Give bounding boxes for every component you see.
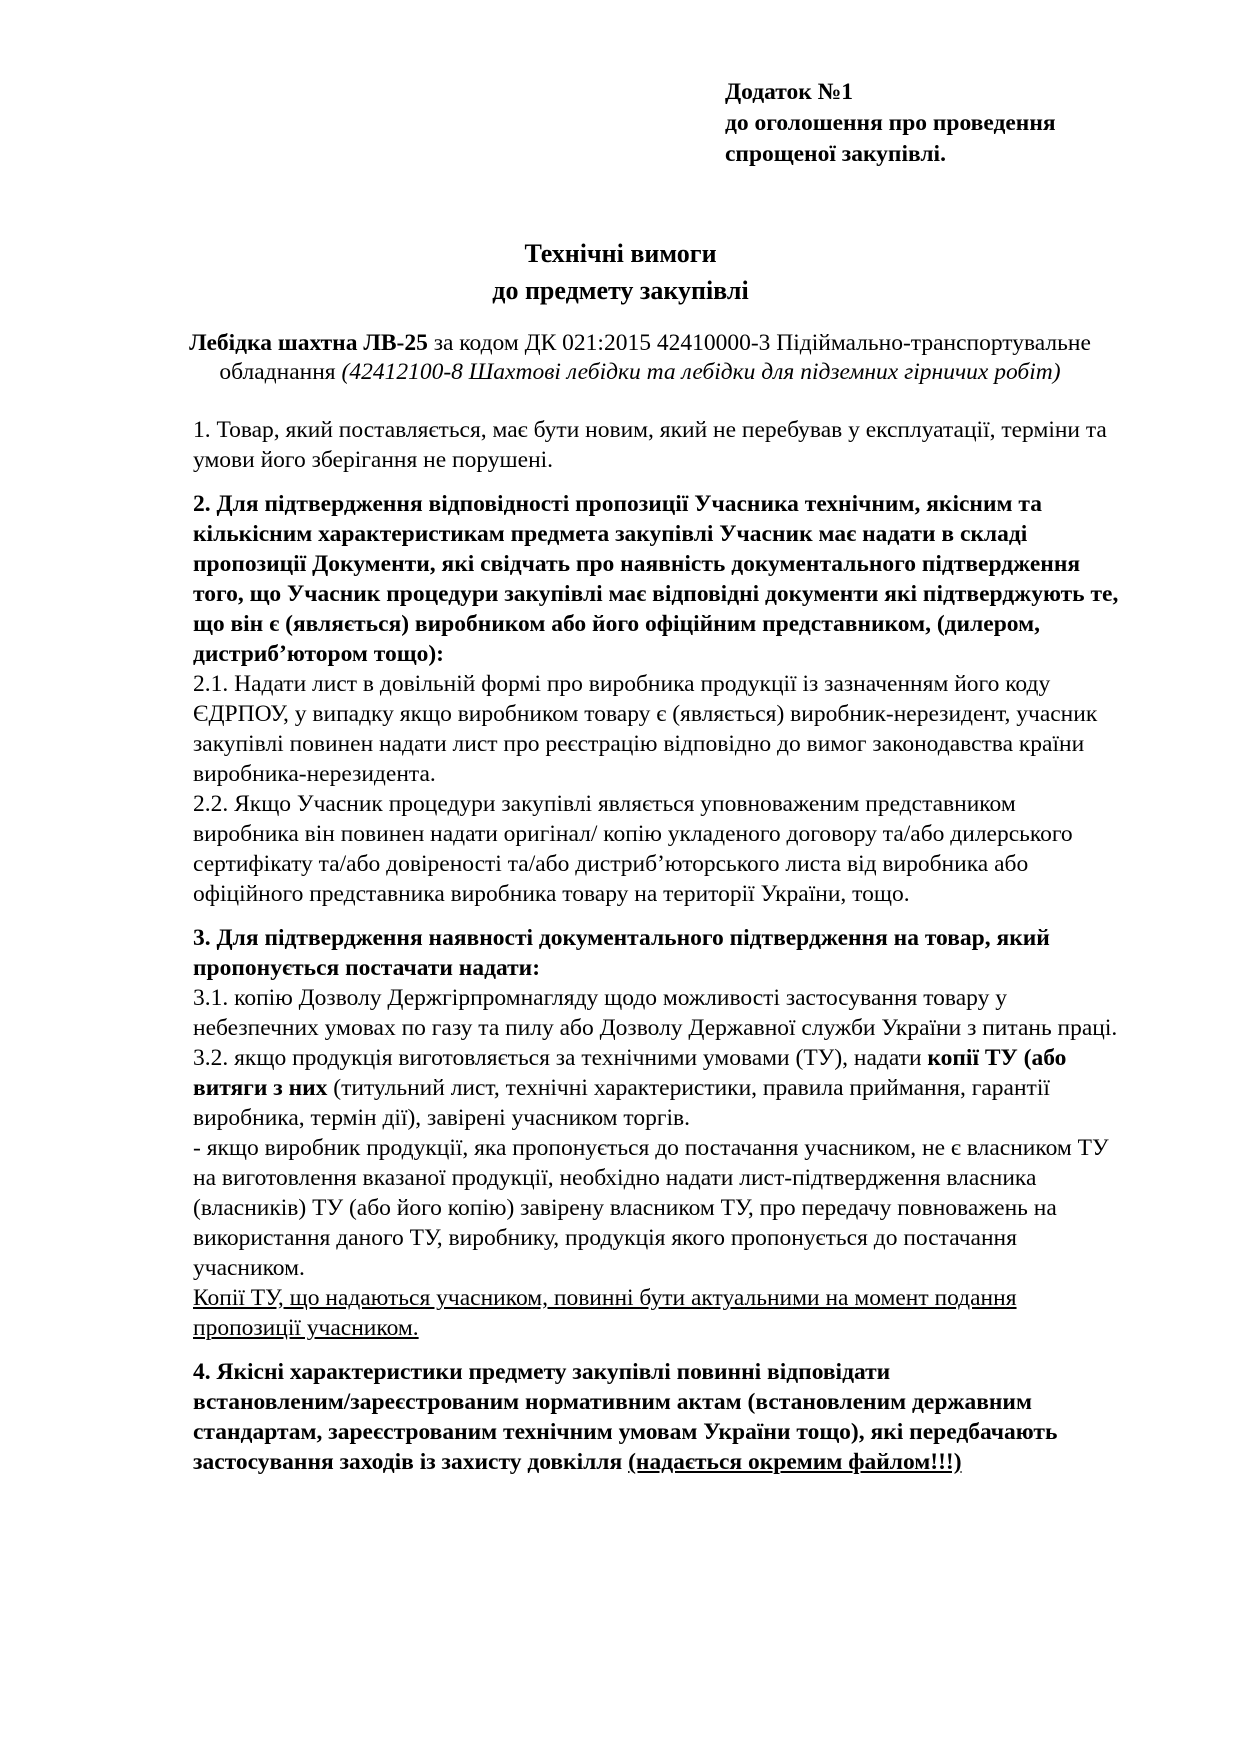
text-line: 2.2. Якщо Учасник процедури закупівлі являється уповноваженим представником	[193, 791, 1016, 817]
text-line: використання даного ТУ, виробнику, продукція якого пропонується до постачання	[193, 1225, 1017, 1251]
subject-code: за кодом ДК 021:2015 42410000-3 Підіймально-транспортувальне	[427, 330, 1091, 356]
text-line: 1. Товар, який поставляється, має бути новим, який не перебував у експлуатації, терміни та	[193, 417, 1107, 443]
text-run-bold: копії ТУ (або	[927, 1045, 1067, 1071]
text-line	[193, 1043, 1188, 1073]
underlined-note-line: пропозиції учасником.	[193, 1315, 419, 1341]
text-line: небезпечних умовах по газу та пилу або Дозволу Державної служби України з питань праці.	[193, 1015, 1118, 1041]
text-line: 2.1. Надати лист в довільній формі про виробника продукції із зазначенням його коду	[193, 671, 1051, 697]
text-line: 3. Для підтвердження наявності документального підтвердження на товар, який	[193, 925, 1050, 951]
underlined-note-line: Копії ТУ, що надаються учасником, повинні бути актуальними на момент подання	[193, 1285, 1017, 1311]
paragraph-3-2	[193, 1043, 1188, 1133]
paragraph-1	[193, 415, 1188, 475]
text-line: дистриб’ютором тощо):	[193, 641, 444, 667]
text-line: ЄДРПОУ, у випадку якщо виробником товару є (являється) виробник-нерезидент, учасник	[193, 701, 1098, 727]
annex-header	[725, 77, 1056, 170]
paragraph-3-heading	[193, 923, 1188, 983]
text-line: учасником.	[193, 1255, 305, 1281]
subject-line-1	[140, 329, 1140, 358]
text-line: виробника він повинен надати оригінал/ копію укладеного договору та/або дилерського	[193, 821, 1073, 847]
text-line: пропонується постачати надати:	[193, 955, 541, 981]
text-line: кількісним характеристикам предмета закупівлі Учасник має надати в складі	[193, 521, 1028, 547]
text-line: що він є (являється) виробником або його офіційним представником, (дилером,	[193, 611, 1040, 637]
paragraph-3-1	[193, 983, 1188, 1043]
text-line: виробника, термін дії), завірені учасником торгів.	[193, 1105, 691, 1131]
text-line: сертифікату та/або довіреності та/або дистриб’юторського листа від виробника або	[193, 851, 1029, 877]
title-line-2: до предмету закупівлі	[492, 276, 749, 305]
subject-category: обладнання	[219, 359, 342, 385]
paragraph-3-note	[193, 1283, 1188, 1343]
text-line: виробника-нерезидента.	[193, 761, 436, 787]
title-line-1: Технічні вимоги	[524, 239, 717, 268]
text-line: закупівлі повинен надати лист про реєстрацію відповідно до вимог законодавства країни	[193, 731, 1085, 757]
paragraph-3-dash	[193, 1133, 1188, 1283]
text-line: 2. Для підтвердження відповідності пропозиції Учасника технічним, якісним та	[193, 491, 1042, 517]
text-run: 3.2. якщо продукція виготовляється за технічними умовами (ТУ), надати	[193, 1045, 928, 1071]
text-run-bold: витяги з них	[193, 1075, 328, 1101]
text-line: пропозиції Документи, які свідчать про наявність документального підтвердження	[193, 551, 1081, 577]
text-line: (власників) ТУ (або його копію) завірену власником ТУ, про передачу повноважень на	[193, 1195, 1057, 1221]
subject-subcode: (42412100-8 Шахтові лебідки та лебідки для підземних гірничих робіт)	[341, 359, 1061, 385]
text-line: 3.1. копію Дозволу Держгірпромнагляду щодо можливості застосування товару у	[193, 985, 1007, 1011]
text-line: того, що Учасник процедури закупівлі має відповідні документи які підтверджують те,	[193, 581, 1119, 607]
text-line: 4. Якісні характеристики предмету закупівлі повинні відповідати	[193, 1359, 891, 1385]
requirements-body	[193, 415, 1188, 1477]
subject-line-2	[140, 358, 1140, 387]
separate-file-note: (надається окремим файлом!!!)	[628, 1449, 962, 1475]
text-run: (титульний лист, технічні характеристики, правила приймання, гарантії	[327, 1075, 1050, 1101]
text-line: умови його зберігання не порушені.	[193, 447, 554, 473]
document-title	[0, 235, 1241, 309]
paragraph-4	[193, 1357, 1188, 1477]
text-line: офіційного представника виробника товару на території України, тощо.	[193, 881, 910, 907]
paragraph-2-1	[193, 669, 1188, 789]
text-run: застосування заходів із захисту довкілля	[193, 1449, 629, 1475]
paragraph-2-heading	[193, 489, 1188, 669]
text-line	[193, 1447, 1188, 1477]
text-line: встановленим/зареєстрованим нормативним актам (встановленим державним	[193, 1389, 1032, 1415]
annex-number: Додаток №1	[725, 79, 854, 105]
text-line	[193, 1073, 1188, 1103]
annex-reference: до оголошення про проведення	[725, 110, 1056, 136]
text-line: на виготовлення вказаної продукції, необхідно надати лист-підтвердження власника	[193, 1165, 1037, 1191]
subject-name: Лебідка шахтна ЛВ-25	[189, 330, 428, 356]
paragraph-2-2	[193, 789, 1188, 909]
text-line: - якщо виробник продукції, яка пропонується до постачання учасником, не є власником ТУ	[193, 1135, 1109, 1161]
procurement-subject	[140, 329, 1140, 387]
annex-reference-cont: спрощеної закупівлі.	[725, 141, 946, 167]
text-line: стандартам, зареєстрованим технічним умовам України тощо), які передбачають	[193, 1419, 1058, 1445]
